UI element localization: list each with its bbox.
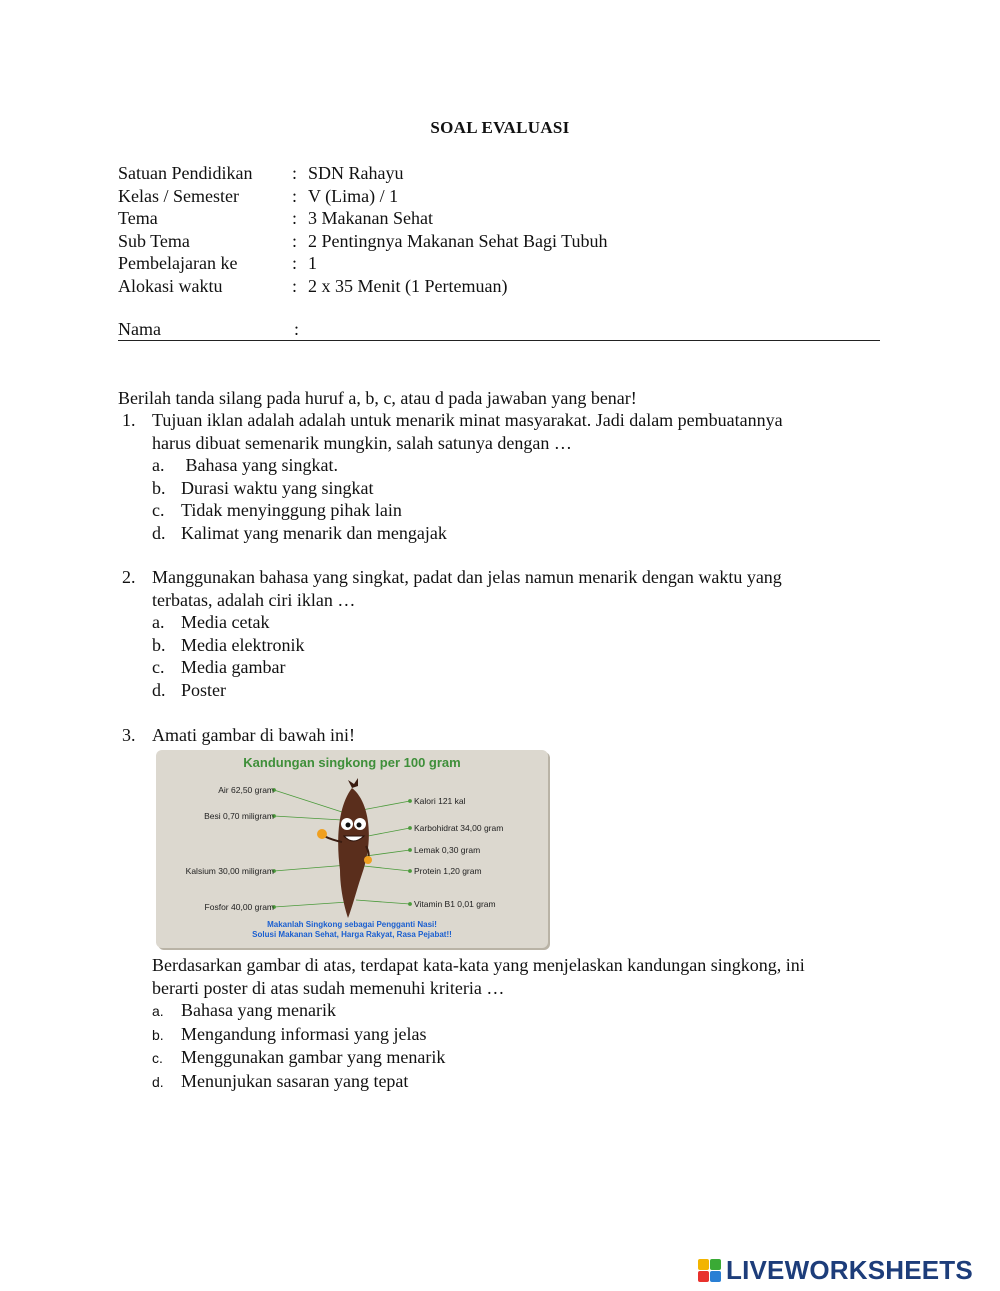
liveworksheets-logo <box>698 1256 973 1284</box>
question-text: Manggunakan bahasa yang singkat, padat dan jelas namun menarik dengan waktu yang <box>152 567 782 587</box>
option-b[interactable] <box>152 1023 878 1047</box>
poster-label-kalsium: Kalsium 30,00 miligram <box>185 866 274 876</box>
question-text: Tujuan iklan adalah adalah untuk menarik minat masyarakat. Jadi dalam pembuatannya <box>152 410 783 430</box>
option-text: Durasi waktu yang singkat <box>181 477 374 498</box>
meta-colon: : <box>292 208 298 229</box>
question-text: berarti poster di atas sudah memenuhi kriteria … <box>152 977 505 998</box>
option-a[interactable] <box>152 999 878 1023</box>
option-a[interactable] <box>152 454 878 477</box>
poster-label-lemak: Lemak 0,30 gram <box>414 845 481 855</box>
poster-slogan-line: Makanlah Singkong sebagai Pengganti Nasi! <box>267 920 437 929</box>
meta-value: SDN Rahayu <box>308 163 404 183</box>
question-text: terbatas, adalah ciri iklan … <box>152 589 356 610</box>
meta-row-alokasi <box>118 275 608 298</box>
option-text: Bahasa yang menarik <box>181 1000 336 1021</box>
meta-colon: : <box>292 163 298 183</box>
cassava-poster <box>156 750 548 948</box>
option-text: Media gambar <box>181 657 286 678</box>
question-text: harus dibuat semenarik mungkin, salah satunya dengan … <box>152 432 572 453</box>
meta-value: 3 Makanan Sehat <box>308 208 433 229</box>
meta-colon: : <box>292 253 298 274</box>
option-letter: b. <box>152 1026 164 1043</box>
option-a[interactable] <box>152 611 878 634</box>
option-letter: b. <box>152 634 166 655</box>
meta-label: Satuan Pendidikan <box>118 163 253 183</box>
option-c[interactable] <box>152 1046 878 1070</box>
option-letter: b. <box>152 477 166 498</box>
name-colon: : <box>294 319 300 339</box>
poster-slogan <box>156 920 548 940</box>
option-letter: c. <box>152 500 165 521</box>
meta-row-tema <box>118 207 608 230</box>
cassava-illustration <box>156 750 548 948</box>
question-3-continued <box>118 954 878 1094</box>
option-b[interactable] <box>152 634 878 657</box>
option-letter: c. <box>152 657 165 678</box>
poster-label-protein: Protein 1,20 gram <box>414 866 482 876</box>
option-letter: d. <box>152 1073 164 1090</box>
meta-label: Sub Tema <box>118 230 190 251</box>
poster-label-karbohidrat: Karbohidrat 34,00 gram <box>414 823 504 833</box>
meta-label: Pembelajaran ke <box>118 253 238 274</box>
meta-label: Kelas / Semester <box>118 185 239 206</box>
meta-colon: : <box>292 275 298 296</box>
question-1 <box>118 409 878 545</box>
option-text: Mengandung informasi yang jelas <box>181 1023 427 1044</box>
name-label: Nama <box>118 319 161 339</box>
question-number: 2. <box>122 567 136 587</box>
poster-title: Kandungan singkong per 100 gram <box>243 755 461 770</box>
meta-value: 1 <box>308 253 317 274</box>
option-d[interactable] <box>152 1070 878 1094</box>
option-letter: d. <box>152 522 166 543</box>
question-3 <box>118 724 878 747</box>
meta-colon: : <box>292 185 298 206</box>
option-letter: d. <box>152 679 166 700</box>
poster-label-kalori: Kalori 121 kal <box>414 796 466 806</box>
poster-slogan-line: Solusi Makanan Sehat, Harga Rakyat, Rasa Pejabat!! <box>252 930 452 939</box>
option-c[interactable] <box>152 499 878 522</box>
option-c[interactable] <box>152 656 878 679</box>
option-letter: a. <box>152 612 165 633</box>
option-d[interactable] <box>152 679 878 702</box>
option-letter: a. <box>152 1003 164 1020</box>
question-text: Amati gambar di bawah ini! <box>152 725 355 745</box>
option-text: Poster <box>181 679 226 700</box>
option-letter: c. <box>152 1050 163 1067</box>
option-b[interactable] <box>152 477 878 500</box>
option-d[interactable] <box>152 522 878 545</box>
poster-label-besi: Besi 0,70 miligram <box>204 811 274 821</box>
meta-row-satuan <box>118 162 608 185</box>
poster-label-fosfor: Fosfor 40,00 gram <box>204 902 274 912</box>
identity-table <box>118 162 608 298</box>
meta-value: 2 Pentingnya Makanan Sehat Bagi Tubuh <box>308 230 608 251</box>
option-text: Media cetak <box>181 612 270 633</box>
meta-value: V (Lima) / 1 <box>308 185 399 206</box>
option-text: Bahasa yang singkat. <box>181 455 338 476</box>
meta-label: Tema <box>118 208 158 229</box>
meta-row-kelas <box>118 185 608 208</box>
poster-label-air: Air 62,50 gram <box>218 785 274 795</box>
meta-row-pembelajaran <box>118 252 608 275</box>
question-number: 1. <box>122 410 136 430</box>
meta-label: Alokasi waktu <box>118 275 223 296</box>
page-title: SOAL EVALUASI <box>430 118 570 137</box>
poster-label-vitamin: Vitamin B1 0,01 gram <box>414 899 496 909</box>
option-text: Menunjukan sasaran yang tepat <box>181 1070 409 1091</box>
meta-row-subtema <box>118 230 608 253</box>
question-number: 3. <box>122 725 136 745</box>
question-2 <box>118 566 878 702</box>
option-text: Tidak menyinggung pihak lain <box>181 500 402 521</box>
instruction-text: Berilah tanda silang pada huruf a, b, c, atau d pada jawaban yang benar! <box>118 388 637 408</box>
name-field[interactable] <box>118 318 880 341</box>
meta-colon: : <box>292 230 298 251</box>
option-text: Media elektronik <box>181 634 305 655</box>
option-text: Menggunakan gambar yang menarik <box>181 1047 446 1068</box>
logo-blocks-icon <box>698 1259 721 1282</box>
brand-text: LIVEWORKSHEETS <box>726 1254 973 1285</box>
question-text: Berdasarkan gambar di atas, terdapat kata-kata yang menjelaskan kandungan singkong, ini <box>152 955 805 975</box>
option-text: Kalimat yang menarik dan mengajak <box>181 522 447 543</box>
option-letter: a. <box>152 455 165 476</box>
meta-value: 2 x 35 Menit (1 Pertemuan) <box>308 275 508 296</box>
